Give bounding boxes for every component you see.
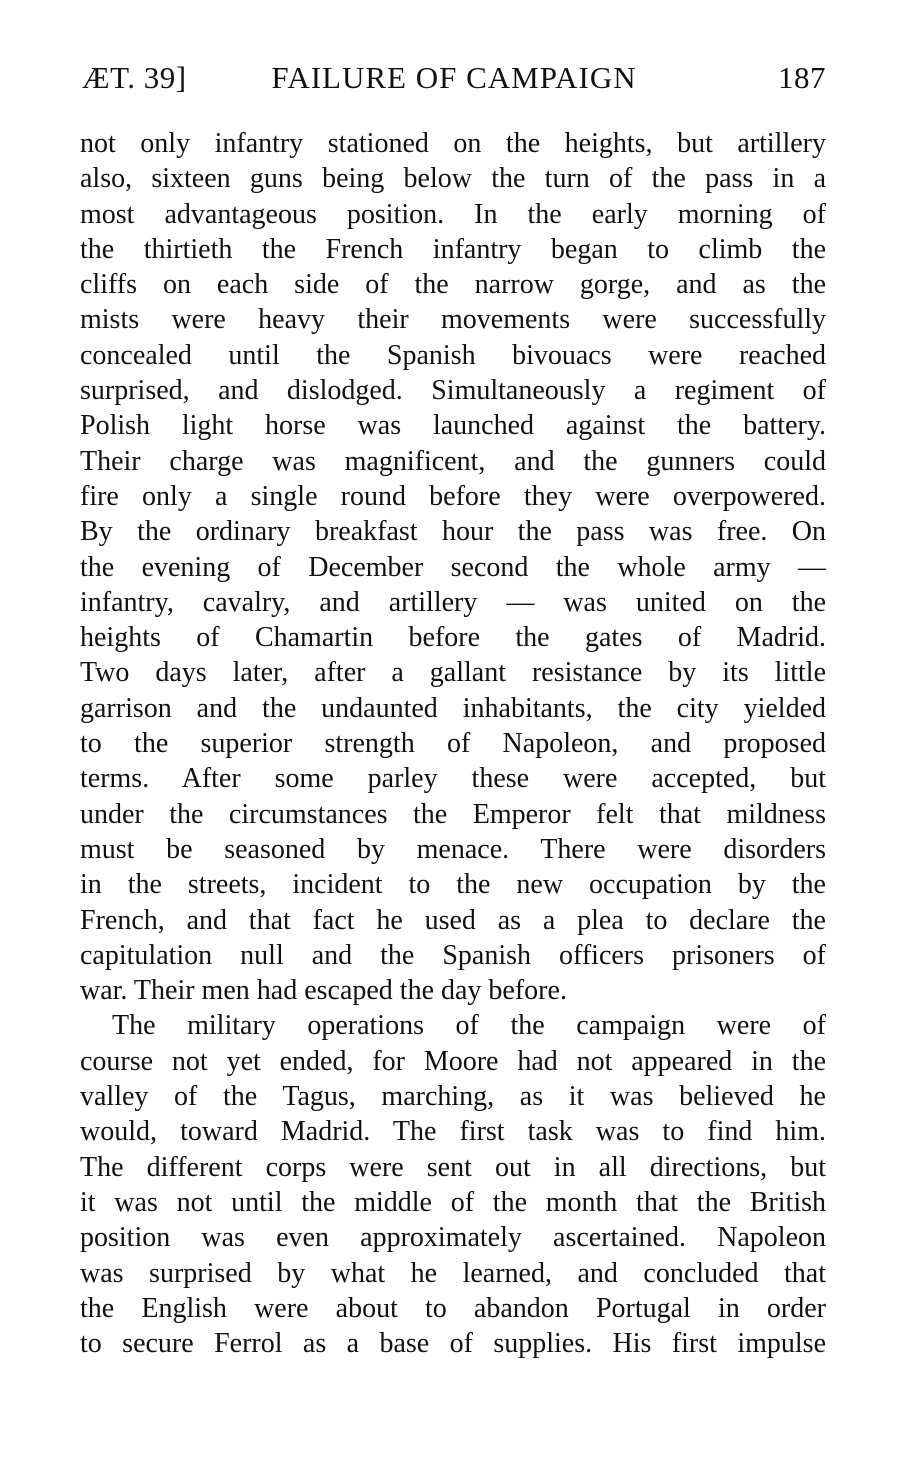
text-line: in the streets, incident to the new occupation by the <box>80 869 826 901</box>
text-line: fire only a single round before they were overpowered. <box>80 480 826 512</box>
text-line: valley of the Tagus, marching, as it was believed he <box>80 1081 826 1113</box>
text-line: also, sixteen guns being below the turn of the pass in a <box>80 163 826 195</box>
text-line: capitulation null and the Spanish officers prisoners of <box>80 939 826 971</box>
text-line: position was even approximately ascertained. Napoleon <box>80 1222 826 1254</box>
text-line: it was not until the middle of the month that the British <box>80 1186 826 1218</box>
page-number: 187 <box>778 60 826 95</box>
text-line: Polish light horse was launched against the battery. <box>80 410 826 442</box>
text-line: infantry, cavalry, and artillery — was united on the <box>80 586 826 618</box>
text-line: The different corps were sent out in all directions, but <box>80 1151 826 1183</box>
text-line: the thirtieth the French infantry began to climb the <box>80 233 826 265</box>
text-line: was surprised by what he learned, and concluded that <box>80 1257 826 1289</box>
text-line: Two days later, after a gallant resistance by its little <box>80 657 826 689</box>
text-line: the evening of December second the whole army — <box>80 551 826 583</box>
text-line: not only infantry stationed on the heights, but artillery <box>80 128 826 159</box>
text-line: concealed until the Spanish bivouacs were reached <box>80 339 826 371</box>
text-line: the English were about to abandon Portugal in order <box>80 1292 826 1324</box>
text-line: By the ordinary breakfast hour the pass was free. On <box>80 516 826 548</box>
chapter-title: FAILURE OF CAMPAIGN <box>271 60 637 95</box>
text-line: war. Their men had escaped the day before. <box>80 975 567 1007</box>
text-line: must be seasoned by menace. There were disorders <box>80 833 826 865</box>
text-line: terms. After some parley these were accepted, but <box>80 763 826 795</box>
text-line: cliffs on each side of the narrow gorge, and as the <box>80 269 826 301</box>
text-line: under the circumstances the Emperor felt that mildness <box>80 798 826 830</box>
text-line: garrison and the undaunted inhabitants, the city yielded <box>80 692 826 724</box>
text-line: The military operations of the campaign were of <box>112 1010 826 1042</box>
running-head <box>82 60 826 100</box>
body-text <box>80 126 826 1361</box>
text-line: heights of Chamartin before the gates of Madrid. <box>80 622 826 654</box>
text-line: course not yet ended, for Moore had not appeared in the <box>80 1045 826 1077</box>
text-line: to the superior strength of Napoleon, and proposed <box>80 728 826 760</box>
running-head-left: ÆT. 39] <box>82 60 187 95</box>
text-line: most advantageous position. In the early morning of <box>80 198 826 230</box>
paragraph-2 <box>80 1008 826 1361</box>
text-line: mists were heavy their movements were successfully <box>80 304 826 336</box>
text-line: French, and that fact he used as a plea to declare the <box>80 904 826 936</box>
text-line: Their charge was magnificent, and the gunners could <box>80 445 826 477</box>
text-line: to secure Ferrol as a base of supplies. His first impulse <box>80 1328 826 1360</box>
text-line: surprised, and dislodged. Simultaneously a regiment of <box>80 375 826 407</box>
paragraph-1 <box>80 126 826 1008</box>
text-line: would, toward Madrid. The first task was to find him. <box>80 1116 826 1148</box>
